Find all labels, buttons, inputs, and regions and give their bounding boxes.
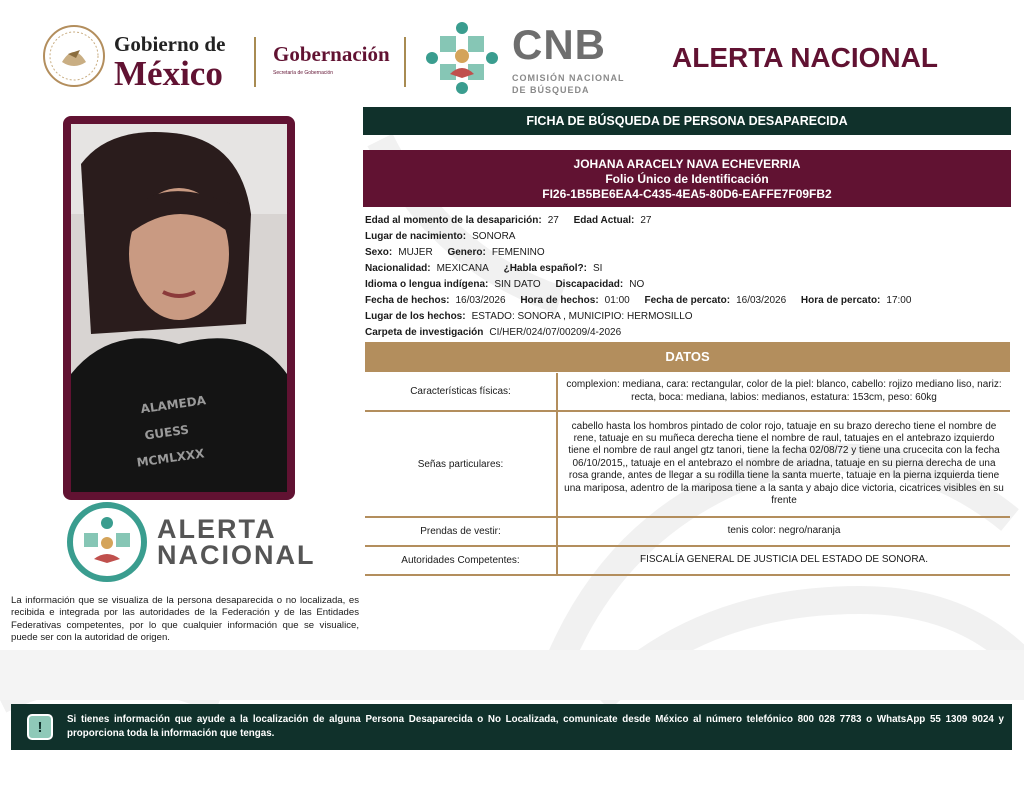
detail-value: SIN DATO <box>494 279 541 290</box>
gobernacion-logo <box>273 42 390 76</box>
detail-label: Carpeta de investigación <box>365 327 484 338</box>
detail-row <box>365 229 1011 245</box>
gobernacion-title: Gobernación <box>273 42 390 66</box>
detail-value: NO <box>629 279 645 290</box>
person-details <box>365 213 1011 341</box>
detail-row <box>365 277 1011 293</box>
datos-header: DATOS <box>365 342 1010 372</box>
detail-row <box>365 261 1011 277</box>
disclaimer-text: La información que se visualiza de la persona desaparecida o no localizada, es recibida e integrada por las autoridades de la Federación y de las Entidades Federativas competentes, por lo que cualquier información que se visualice, puede ser con la autoridad de origen. <box>11 595 359 644</box>
row-label: Prendas de vestir: <box>365 518 558 545</box>
table-row <box>365 547 1010 576</box>
detail-value: 16/03/2026 <box>455 295 506 306</box>
detail-label: Fecha de hechos: <box>365 295 450 306</box>
detail-label: Genero: <box>447 247 486 258</box>
svg-text:MCMLXXX: MCMLXXX <box>135 446 206 470</box>
folio-number: FI26-1B5BE6EA4-C435-4EA5-80D6-EAFFE7F09FB2 <box>542 187 832 201</box>
row-label: Autoridades Competentes: <box>365 547 558 574</box>
detail-label: Hora de percato: <box>800 295 881 306</box>
gobierno-mexico-logo <box>114 34 225 91</box>
detail-value: 27 <box>640 215 652 226</box>
alerta-nacional-icon <box>66 501 148 583</box>
detail-value: 01:00 <box>604 295 630 306</box>
row-value: FISCALÍA GENERAL DE JUSTICIA DEL ESTADO DE SONORA. <box>639 554 929 566</box>
detail-value: 27 <box>547 215 559 226</box>
detail-label: Lugar de los hechos: <box>365 311 466 322</box>
person-identity-banner <box>363 150 1011 207</box>
detail-label: Hora de hechos: <box>520 295 599 306</box>
detail-label: Discapacidad: <box>555 279 624 290</box>
header-divider <box>404 37 406 87</box>
cnb-line2: DE BÚSQUEDA <box>512 85 590 95</box>
contact-footer <box>11 704 1012 750</box>
detail-value: FEMENINO <box>491 247 545 258</box>
detail-value: 16/03/2026 <box>736 295 787 306</box>
missing-person-photo <box>71 124 287 492</box>
table-row <box>365 412 1010 518</box>
row-label: Señas particulares: <box>365 412 558 516</box>
cnb-icon <box>422 18 502 98</box>
detail-label: Edad al momento de la desaparición: <box>365 215 542 226</box>
detail-row <box>365 309 1011 325</box>
folio-label: Folio Único de Identificación <box>605 172 769 186</box>
table-row <box>365 373 1010 412</box>
wordmark-line2: NACIONAL <box>157 540 316 570</box>
detail-row <box>365 293 1011 309</box>
row-value: cabello hasta los hombros pintado de color rojo, tatuaje en su brazo derecho tiene el nombre de rene, tatuaje en su muñeca derecha tiene el nombre de raul, tatuajes en el antebrazo izquierdo tiene el nombre de raul angel gtz tanori, tiene la fecha 02/08/72 y tiene una crucecita con la fecha 06/10/2015,, tatuaje en el antebrazo el nombre de ariadna, tatuaje en su pierna derecha de una rosa grande, antes de llegar a su rodilla tiene la santa muerte, tatuaje en la pierna izquierda tiene una mariposa, adentro de la mariposa tiene a la santa y abajo dice victoria, cicatrices visibles en su frente <box>564 420 1004 507</box>
gobierno-line2: México <box>114 54 223 93</box>
gobernacion-subtitle: Secretaría de Gobernación <box>273 70 334 76</box>
contact-text: Si tienes información que ayude a la localización de alguna Persona Desaparecida o No Localizada, comunicate desde México al número telefónico 800 028 7783 o WhatsApp 55 1309 9024 y proporciona toda la información que tengas. <box>67 714 1004 739</box>
row-value: complexion: mediana, cara: rectangular, color de la piel: blanco, cabello: rojizo mediano liso, nariz: recta, boca: mediana, labios: medianos, estatura: 153cm, peso: 60kg <box>566 379 1002 403</box>
detail-value: SI <box>592 263 603 274</box>
person-name: JOHANA ARACELY NAVA ECHEVERRIA <box>573 157 801 171</box>
cnb-title: CNB <box>512 21 606 68</box>
cnb-logo-text <box>512 21 625 96</box>
detail-label: Idioma o lengua indígena: <box>365 279 489 290</box>
detail-row <box>365 325 1011 341</box>
svg-text:GUESS: GUESS <box>143 422 190 443</box>
mexico-seal-icon <box>42 24 106 88</box>
detail-label: ¿Habla español?: <box>503 263 587 274</box>
cnb-line1: COMISIÓN NACIONAL <box>512 73 625 83</box>
detail-label: Edad Actual: <box>573 215 635 226</box>
detail-row <box>365 245 1011 261</box>
detail-value: MUJER <box>398 247 433 258</box>
photo-frame <box>63 116 295 500</box>
alerta-nacional-heading: ALERTA NACIONAL <box>672 42 938 73</box>
exclamation-icon: ! <box>27 714 53 740</box>
alerta-nacional-wordmark <box>157 516 316 568</box>
detail-label: Fecha de percato: <box>644 295 731 306</box>
datos-table <box>365 373 1010 576</box>
detail-value: 17:00 <box>886 295 912 306</box>
detail-value: ESTADO: SONORA , MUNICIPIO: HERMOSILLO <box>471 311 693 322</box>
detail-label: Sexo: <box>365 247 393 258</box>
row-value: tenis color: negro/naranja <box>727 525 841 537</box>
detail-value: MEXICANA <box>436 263 489 274</box>
row-label: Características físicas: <box>365 373 558 410</box>
gobierno-line1: Gobierno de <box>114 32 226 56</box>
header-divider <box>254 37 256 87</box>
detail-value: SONORA <box>472 231 516 242</box>
detail-value: CI/HER/024/07/00209/4-2026 <box>489 327 622 338</box>
wordmark-line1: ALERTA <box>157 514 277 544</box>
detail-label: Lugar de nacimiento: <box>365 231 467 242</box>
detail-label: Nacionalidad: <box>365 263 431 274</box>
detail-row <box>365 213 1011 229</box>
ficha-title: FICHA DE BÚSQUEDA DE PERSONA DESAPARECIDA <box>363 107 1011 135</box>
svg-text:ALAMEDA: ALAMEDA <box>139 393 207 417</box>
table-row <box>365 518 1010 547</box>
